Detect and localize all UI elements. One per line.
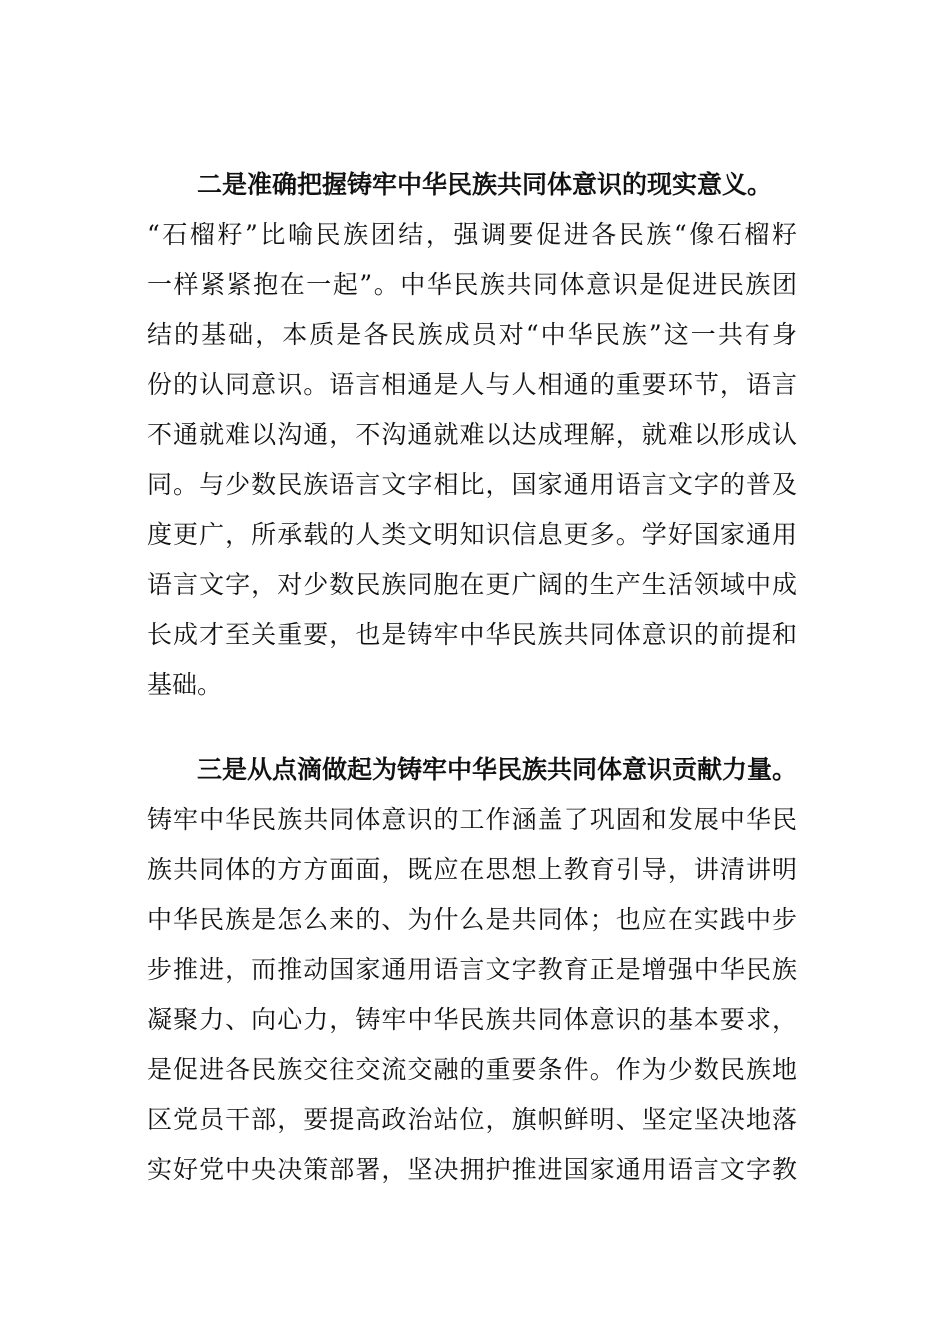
paragraph-line: 是促进各民族交往交流交融的重要条件。作为少数民族地 (147, 1055, 797, 1084)
paragraph-heading: 二是准确把握铸牢中华民族共同体意识的现实意义。 (197, 170, 773, 199)
paragraph-line: 族共同体的方方面面，既应在思想上教育引导，讲清讲明 (147, 855, 797, 884)
paragraph-section-2 (147, 160, 797, 710)
paragraph-line: 份的认同意识。语言相通是人与人相通的重要环节，语言 (147, 370, 797, 399)
paragraph-line: 步推进，而推动国家通用语言文字教育正是增强中华民族 (147, 955, 797, 984)
paragraph-section-3 (147, 745, 797, 1195)
paragraph-line: 区党员干部，要提高政治站位，旗帜鲜明、坚定坚决地落 (147, 1105, 797, 1134)
paragraph-line: 基础。 (147, 670, 223, 699)
paragraph-line: 度更广，所承载的人类文明知识信息更多。学好国家通用 (147, 520, 797, 549)
paragraph-line: 凝聚力、向心力，铸牢中华民族共同体意识的基本要求， (147, 1005, 797, 1034)
paragraph-heading: 三是从点滴做起为铸牢中华民族共同体意识贡献力量。 (197, 755, 798, 784)
paragraph-line: 不通就难以沟通，不沟通就难以达成理解，就难以形成认 (147, 420, 797, 449)
paragraph-line: 铸牢中华民族共同体意识的工作涵盖了巩固和发展中华民 (147, 805, 797, 834)
paragraph-line: 中华民族是怎么来的、为什么是共同体；也应在实践中步 (147, 905, 797, 934)
paragraph-line: 实好党中央决策部署，坚决拥护推进国家通用语言文字教 (147, 1155, 797, 1184)
paragraph-line: “石榴籽”比喻民族团结，强调要促进各民族“像石榴籽 (147, 220, 797, 249)
paragraph-line: 同。与少数民族语言文字相比，国家通用语言文字的普及 (147, 470, 797, 499)
paragraph-line: 语言文字，对少数民族同胞在更广阔的生产生活领域中成 (147, 570, 797, 599)
paragraph-line: 长成才至关重要，也是铸牢中华民族共同体意识的前提和 (147, 620, 797, 649)
paragraph-line: 一样紧紧抱在一起”。中华民族共同体意识是促进民族团 (147, 270, 797, 299)
paragraph-line: 结的基础，本质是各民族成员对“中华民族”这一共有身 (147, 320, 797, 349)
